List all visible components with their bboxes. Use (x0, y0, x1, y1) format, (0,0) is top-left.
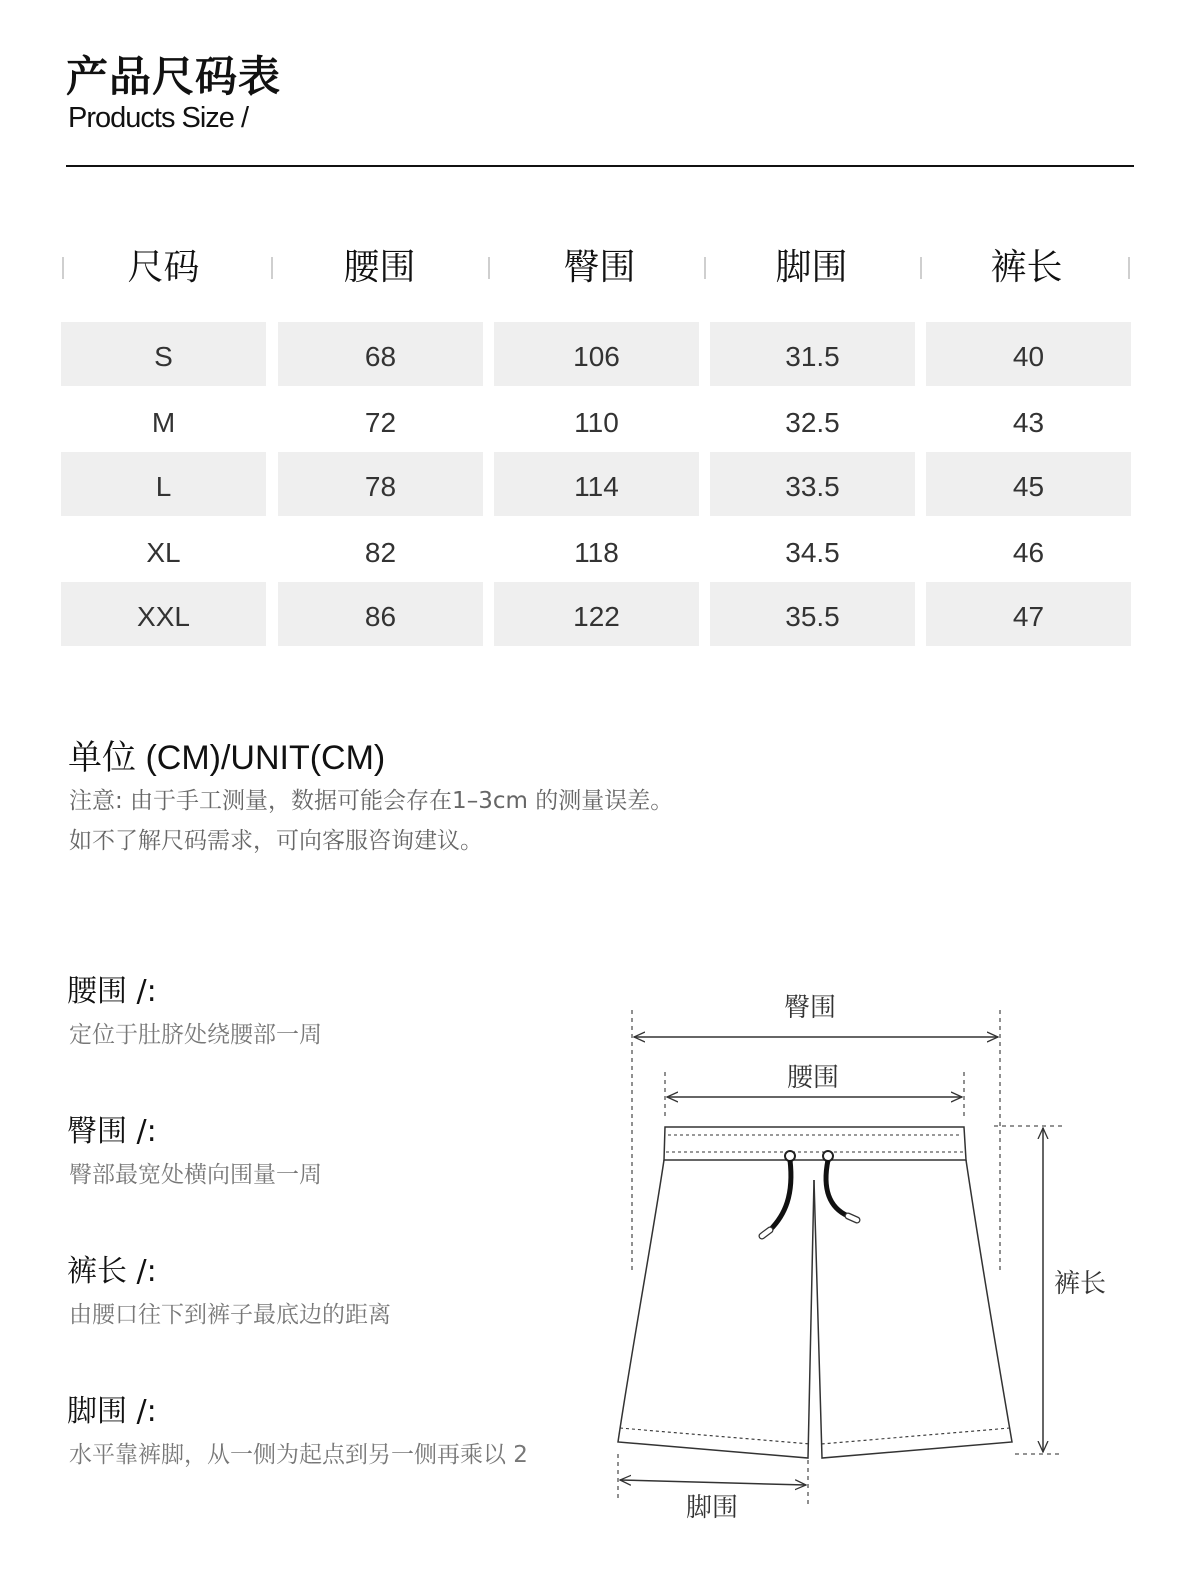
table-cell: 78 (278, 452, 483, 516)
hip-label: 臀围 (783, 993, 837, 1023)
table-cell: L (61, 452, 266, 516)
definition-title-hip: 臀围 /: (67, 1114, 157, 1149)
header-separator (920, 257, 922, 279)
table-cell: 106 (494, 322, 699, 386)
table-row (0, 388, 1200, 452)
header-separator (704, 257, 706, 279)
definition-desc-length: 由腰口往下到裤子最底边的距离 (69, 1302, 391, 1328)
page-subtitle: Products Size / (68, 102, 249, 134)
table-cell: XXL (61, 582, 266, 646)
table-cell: 33.5 (710, 452, 915, 516)
hem-label: 脚围 (685, 1493, 739, 1523)
contact-note: 如不了解尺码需求，可向客服咨询建议。 (69, 828, 483, 854)
header-divider (66, 165, 1134, 167)
hem-arrow (620, 1480, 806, 1485)
column-header-length: 裤长 (990, 247, 1063, 288)
definition-desc-hem: 水平靠裤脚，从一侧为起点到另一侧再乘以 2 (69, 1442, 528, 1468)
definition-title-waist: 腰围 /: (67, 974, 157, 1009)
table-cell: 35.5 (710, 582, 915, 646)
table-cell: 40 (926, 322, 1131, 386)
table-cell: 45 (926, 452, 1131, 516)
table-cell: 68 (278, 322, 483, 386)
waist-label: 腰围 (786, 1063, 840, 1093)
table-cell: 46 (1012, 537, 1045, 568)
table-cell: M (151, 407, 176, 438)
table-cell: 122 (494, 582, 699, 646)
unit-label: 单位 (CM)/UNIT(CM) (68, 739, 386, 777)
table-row (0, 518, 1200, 582)
column-header-hip: 臀围 (563, 247, 636, 288)
table-cell: 86 (278, 582, 483, 646)
definition-title-length: 裤长 /: (67, 1254, 157, 1289)
definition-title-hem: 脚围 /: (67, 1394, 157, 1429)
header-separator (488, 257, 490, 279)
table-cell: 43 (1012, 407, 1045, 438)
table-cell: 47 (926, 582, 1131, 646)
table-row (0, 322, 1200, 386)
page-title: 产品尺码表 (66, 52, 282, 101)
header-separator (271, 257, 273, 279)
measurement-note: 注意: 由于手工测量，数据可能会存在1–3cm 的测量误差。 (69, 788, 674, 814)
table-header (0, 240, 1200, 296)
column-header-hem: 脚围 (775, 247, 848, 288)
definition-desc-waist: 定位于肚脐处绕腰部一周 (69, 1022, 322, 1048)
definition-desc-hip: 臀部最宽处横向围量一周 (69, 1162, 322, 1188)
column-header-waist: 腰围 (343, 247, 416, 288)
shorts-outline (618, 1127, 1012, 1458)
table-cell: XL (146, 537, 181, 568)
table-cell: 32.5 (785, 407, 840, 438)
table-cell: S (61, 322, 266, 386)
table-cell: 114 (494, 452, 699, 516)
header-separator (1128, 257, 1130, 279)
table-cell: 82 (364, 537, 397, 568)
drawstring-icon (762, 1151, 857, 1236)
column-header-size: 尺码 (127, 247, 200, 288)
table-cell: 34.5 (785, 537, 840, 568)
table-row (0, 452, 1200, 516)
length-label: 裤长 (1053, 1269, 1107, 1299)
table-cell: 110 (574, 407, 619, 438)
table-cell: 118 (574, 537, 619, 568)
shorts-measurement-diagram (600, 980, 1200, 1566)
table-cell: 72 (364, 407, 397, 438)
table-cell: 31.5 (710, 322, 915, 386)
table-row (0, 582, 1200, 646)
